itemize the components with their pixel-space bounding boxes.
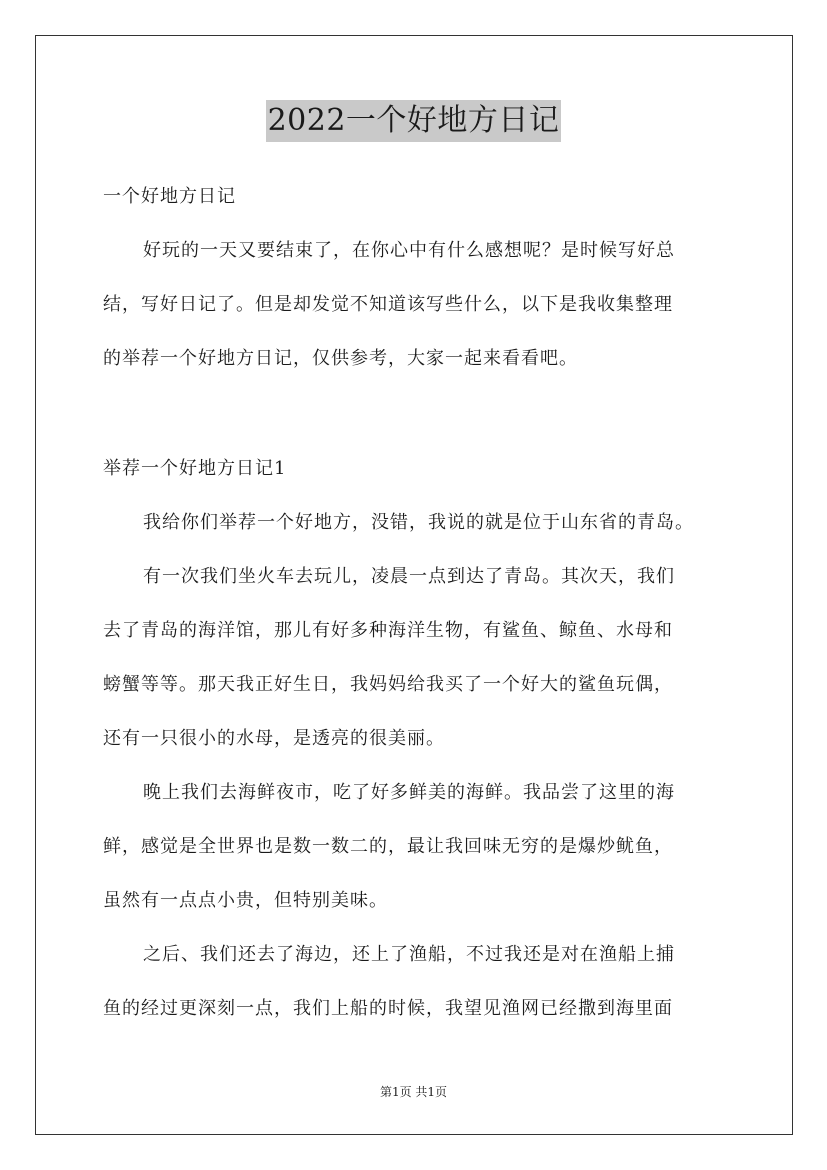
paragraph-line: 去了青岛的海洋馆，那儿有好多种海洋生物，有鲨鱼、鲸鱼、水母和	[103, 620, 673, 641]
paragraph-line: 螃蟹等等。那天我正好生日，我妈妈给我买了一个好大的鲨鱼玩偶，	[103, 674, 673, 695]
paragraph-line: 晚上我们去海鲜夜市，吃了好多鲜美的海鲜。我品尝了这里的海	[143, 782, 675, 803]
intro-line: 好玩的一天又要结束了，在你心中有什么感想呢？是时候写好总	[143, 240, 675, 261]
page-footer: 第1页 共1页	[379, 1085, 448, 1099]
section-heading: 举荐一个好地方日记1	[103, 458, 287, 479]
paragraph-line: 虽然有一点点小贵，但特别美味。	[103, 890, 388, 911]
paragraph-line: 还有一只很小的水母，是透亮的很美丽。	[103, 728, 445, 749]
paragraph-line: 之后、我们还去了海边，还上了渔船，不过我还是对在渔船上捕	[143, 944, 675, 965]
paragraph-line: 我给你们举荐一个好地方，没错，我说的就是位于山东省的青岛。	[143, 512, 694, 533]
intro-line: 结，写好日记了。但是却发觉不知道该写些什么，以下是我收集整理	[103, 294, 673, 315]
paragraph-line: 鱼的经过更深刻一点，我们上船的时候，我望见渔网已经撒到海里面	[103, 998, 673, 1019]
section-heading: 一个好地方日记	[103, 186, 236, 207]
intro-line: 的举荐一个好地方日记，仅供参考，大家一起来看看吧。	[103, 348, 578, 369]
paragraph-line: 鲜，感觉是全世界也是数一数二的，最让我回味无穷的是爆炒鱿鱼，	[103, 836, 673, 857]
paragraph-line: 有一次我们坐火车去玩儿，凌晨一点到达了青岛。其次天，我们	[143, 566, 675, 587]
document-title: 2022一个好地方日记	[266, 100, 562, 142]
